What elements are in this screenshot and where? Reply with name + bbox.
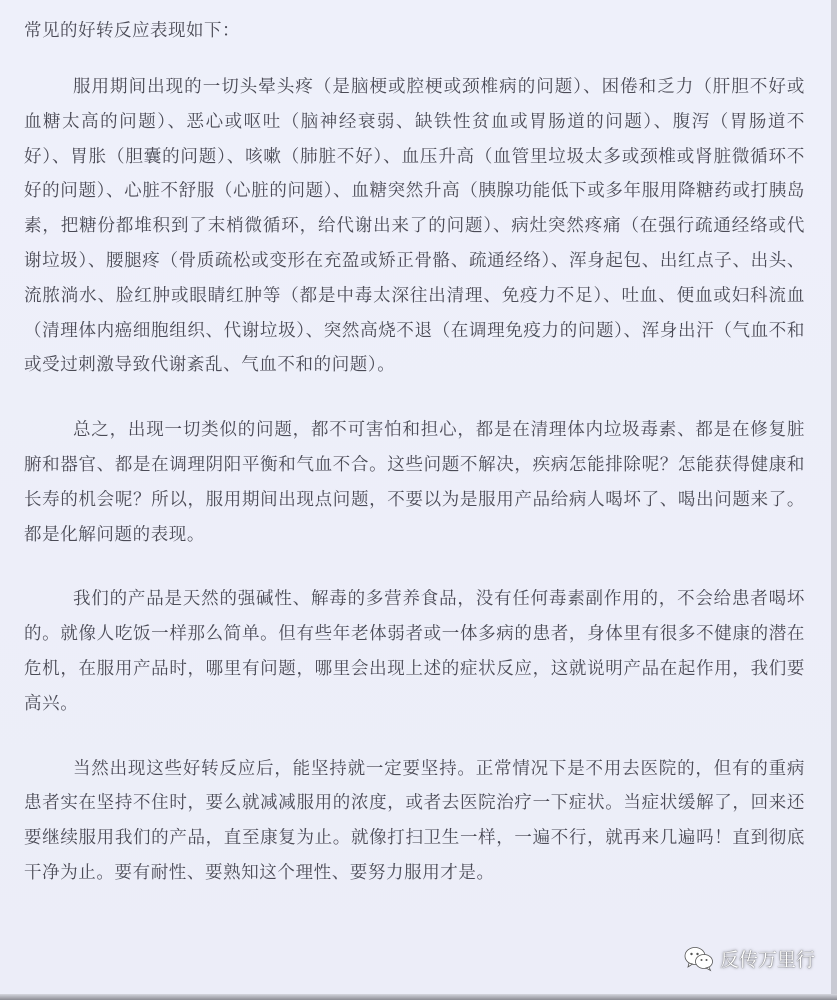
wechat-icon [684, 946, 714, 972]
watermark [684, 945, 815, 972]
watermark-text: 反传万里行 [719, 949, 815, 971]
paragraph-summary: 总之，出现一切类似的问题，都不可害怕和担心，都是在清理体内垃圾毒素、都是在修复脏腑和器官、都是在调理阴阳平衡和气血不合。这些问题不解决，疾病怎能排除呢？怎能获得健康和长寿的机会呢？所以，服用期间出现点问题，不要以为是服用产品给病人喝坏了、喝出问题来了。都是化解问题的表现。 [24, 420, 805, 545]
paragraph-persist: 当然出现这些好转反应后，能坚持就一定要坚持。正常情况下是不用去医院的，但有的重病患者实在坚持不住时，要么就减减服用的浓度，或者去医院治疗一下症状。当症状缓解了，回来还要继续服用我们的产品，直至康复为止。就像打扫卫生一样，一遍不行，就再来几遍吗！直到彻底干净为止。要有耐性、要熟知这个理性、要努力服用才是。 [24, 758, 805, 883]
bottom-edge-shadow [0, 994, 837, 1000]
article-heading: 常见的好转反应表现如下： [24, 21, 240, 41]
right-edge-shadow [831, 0, 837, 1000]
paragraph-reactions: 服用期间出现的一切头晕头疼（是脑梗或腔梗或颈椎病的问题）、困倦和乏力（肝胆不好或血糖太高的问题）、恶心或呕吐（脑神经衰弱、缺铁性贫血或胃肠道的问题）、腹泻（胃肠道不好）、胃胀（胆囊的问题）、咳嗽（肺脏不好）、血压升高（血管里垃圾太多或颈椎或肾脏微循环不好的问题）、心脏不舒服（心脏的问题）、血糖突然升高（胰腺功能低下或多年服用降糖药或打胰岛素，把糖份都堆积到了末梢微循环，给代谢出来了的问题）、病灶突然疼痛（在强行疏通经络或代谢垃圾）、腰腿疼（骨质疏松或变形在充盈或矫正骨骼、疏通经络）、浑身起包、出红点子、出头、流脓淌水、脸红肿或眼睛红肿等（都是中毒太深往出清理、免疫力不足）、吐血、便血或妇科流血（清理体内癌细胞组织、代谢垃圾）、突然高烧不退（在调理免疫力的问题）、浑身出汗（气血不和或受过刺激导致代谢紊乱、气血不和的问题）。 [24, 77, 805, 376]
paragraph-product: 我们的产品是天然的强碱性、解毒的多营养食品，没有任何毒素副作用的，不会给患者喝坏的。就像人吃饭一样那么简单。但有些年老体弱者或一体多病的患者，身体里有很多不健康的潜在危机，在服用产品时，哪里有问题，哪里会出现上述的症状反应，这就说明产品在起作用，我们要高兴。 [24, 589, 805, 714]
